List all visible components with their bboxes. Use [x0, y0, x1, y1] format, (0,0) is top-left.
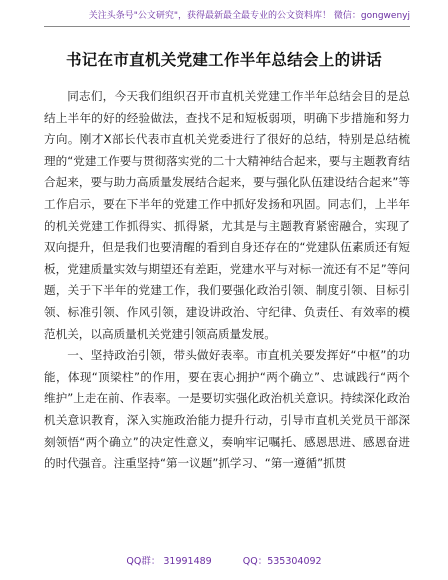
paragraph-section-one: 一、坚持政治引领，带头做好表率。市直机关要发挥好“中枢”的功能，体现“顶梁柱”的作用，要在衷心拥护“两个确立”、忠诚践行“两个维护”上走在前、作表率。一是要切实强化政治机关意识。持续深化政治机关意识教育，深入实施政治能力提升行动，引导市直机关党员干部深刻领悟“两个确立”的决定性意义，奏响牢记嘱托、感恩思进、感恩奋进的时代强音。注重坚持“第一议题”抓学习、“第一遵循”抓贯 [44, 348, 410, 471]
footer-qq: QQ：535304092 [242, 556, 322, 567]
document-body [44, 86, 410, 475]
header-promo-note: 关注头条号"公文研究"，获得最新最全最专业的公文资料库！ 微信：gongwenyj [88, 11, 410, 21]
paragraph-opening: 同志们，今天我们组织召开市直机关党建工作半年总结会目的是总结上半年的好的经验做法，查找不足和短板弱项，明确下步措施和努力方向。刚才X部长代表市直机关党委进行了很好的总结，特别是总结梳理的“党建工作要与贯彻落实党的二十大精神结合起来，要与主题教育结合起来，要与助力高质量发展结合起来，要与强化队伍建设结合起来”等工作启示，要在下半年的党建工作中抓好发扬和巩固。同志们，上半年的机关党建工作抓得实、抓得紧，尤其是与主题教育紧密融合，实现了双向提升，但是我们也要清醒的看到自身还存在的“党建队伍素质还有短板，党建质量实效与期望还有差距，党建水平与对标一流还有不足”等问题，关于下半年的党建工作，我们要强化政治引领、制度引领、目标引领、标准引领、作风引领，建设讲政治、守纪律、负责任、有效率的模范机关，以高质量机关党建引领高质量发展。 [44, 89, 410, 341]
document-title: 书记在市直机关党建工作半年总结会上的讲话 [65, 51, 382, 69]
footer-contacts [0, 553, 448, 567]
header-divider [44, 26, 410, 27]
footer-qq-group: QQ群： 31991489 [126, 556, 212, 567]
